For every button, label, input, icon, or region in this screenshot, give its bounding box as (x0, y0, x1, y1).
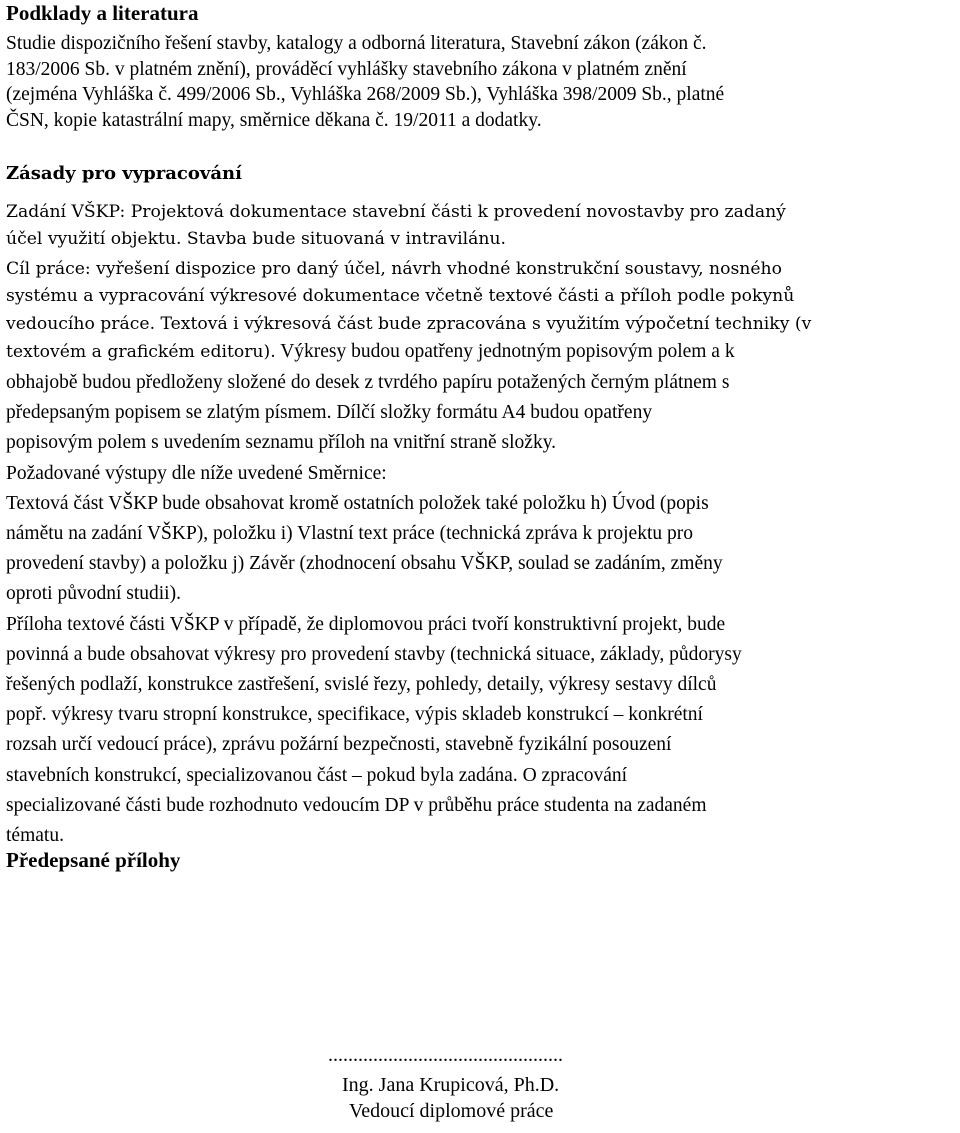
output-line: obhajobě budou předloženy složené do desek z tvrdého papíru potažených černým plátnem s (6, 372, 730, 393)
output-line: řešených podlaží, konstrukce zastřešení, svislé řezy, pohledy, detaily, výkresy sestavy dílců (6, 674, 717, 696)
output-paragraph (6, 368, 742, 851)
output-line: rozsah určí vedoucí práce), zprávu požární bezpečnosti, stavebně fyzikální posouzení (6, 734, 672, 756)
signature-dots: ............................................... (328, 1044, 563, 1066)
goal-line-part: Výkresy budou opatřeny jednotným popisovým polem a k (275, 341, 735, 363)
section-title-guidelines: Zásady pro vypracování (6, 163, 242, 184)
output-line: stavebních konstrukcí, specializovanou část – pokud byla zadána. O zpracování (6, 764, 628, 786)
output-line: povinná a bude obsahovat výkresy pro provedení stavby (technická situace, základy, půdorysy (6, 643, 742, 665)
sources-paragraph (6, 31, 724, 133)
output-line: oproti původní studii). (6, 583, 181, 605)
output-line: námětu na zadání VŠKP), položku i) Vlastní text práce (technická zpráva k projektu pro (6, 523, 693, 545)
goal-line-part: textovém a grafickém editoru). (6, 342, 276, 363)
output-line: tématu. (6, 825, 64, 847)
sources-line: (zejména Vyhláška č. 499/2006 Sb., Vyhláška 268/2009 Sb.), Vyhláška 398/2009 Sb., platné (6, 84, 725, 106)
assignment-paragraph (6, 199, 786, 254)
sources-line: 183/2006 Sb. v platném znění), prováděcí vyhlášky stavebního zákona v platném znění (6, 58, 687, 80)
output-line: popř. výkresy tvaru stropní konstrukce, specifikace, výpis skladeb konstrukcí – konkrétní (6, 704, 703, 726)
output-line: Příloha textové části VŠKP v případě, že diplomovou práci tvoří konstruktivní projekt, bude (6, 613, 726, 635)
goal-line: systému a vypracování výkresové dokumentace včetně textové části a příloh podle pokynů (6, 286, 795, 307)
sources-line: ČSN, kopie katastrální mapy, směrnice děkana č. 19/2011 a dodatky. (6, 109, 542, 131)
output-line: provedení stavby) a položku j) Závěr (zhodnocení obsahu VŠKP, soulad se zadáním, změny (6, 553, 723, 575)
assignment-line: Zadání VŠKP: Projektová dokumentace stavební části k provedení novostavby pro zadaný (6, 202, 786, 222)
goal-paragraph (6, 256, 811, 367)
signature-block (0, 1042, 960, 1124)
goal-line: Cíl práce: vyřešení dispozice pro daný účel, návrh vhodné konstrukční soustavy, nosného (6, 259, 782, 279)
signature-role: Vedoucí diplomové práce (349, 1100, 554, 1122)
signature-name: Ing. Jana Krupicová, Ph.D. (342, 1074, 560, 1096)
section-title-sources: Podklady a literatura (6, 1, 199, 25)
section-title-attachments: Předepsané přílohy (6, 848, 181, 872)
assignment-line: účel využití objektu. Stavba bude situovaná v intravilánu. (6, 229, 507, 250)
output-line: specializované části bude rozhodnuto vedoucím DP v průběhu práce studenta na zadaném (6, 794, 707, 816)
output-line: předepsaným popisem se zlatým písmem. Dílčí složky formátu A4 budou opatřeny (6, 402, 653, 424)
output-line: popisovým polem s uvedením seznamu příloh na vnitřní straně složky. (6, 432, 557, 454)
goal-line: vedoucího práce. Textová i výkresová část bude zpracována s využitím výpočetní techniky (v (6, 313, 812, 334)
goal-line-mixed (6, 338, 811, 366)
output-line: Požadované výstupy dle níže uvedené Směrnice: (6, 462, 387, 484)
output-line: Textová část VŠKP bude obsahovat kromě ostatních položek také položku h) Úvod (popis (6, 492, 709, 514)
sources-line: Studie dispozičního řešení stavby, katalogy a odborná literatura, Stavební zákon (zákon č. (6, 33, 707, 54)
